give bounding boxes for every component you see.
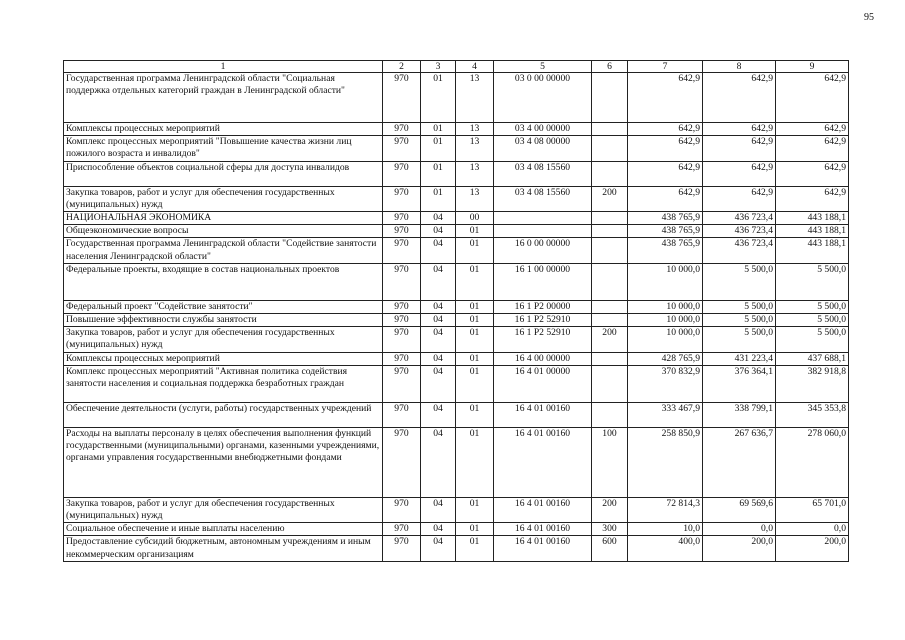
admin-code-cell: 970 bbox=[383, 212, 421, 225]
row-name-cell: Закупка товаров, работ и услуг для обеспечения государственных (муниципальных) нужд bbox=[64, 327, 383, 352]
amount-year-1-cell: 438 765,9 bbox=[628, 225, 703, 238]
amount-year-2-cell: 436 723,4 bbox=[703, 212, 776, 225]
admin-code-cell: 970 bbox=[383, 523, 421, 536]
section-code-cell: 04 bbox=[421, 314, 456, 327]
expense-type-cell bbox=[592, 161, 628, 186]
admin-code-cell: 970 bbox=[383, 238, 421, 263]
row-name-cell: Обеспечение деятельности (услуги, работы) государственных учреждений bbox=[64, 402, 383, 427]
subsection-code-cell: 01 bbox=[456, 263, 494, 300]
subsection-code-cell: 01 bbox=[456, 365, 494, 402]
admin-code-cell: 970 bbox=[383, 123, 421, 136]
admin-code-cell: 970 bbox=[383, 314, 421, 327]
amount-year-2-cell: 338 799,1 bbox=[703, 402, 776, 427]
table-row bbox=[64, 136, 849, 161]
amount-year-3-cell: 642,9 bbox=[776, 123, 849, 136]
amount-year-3-cell: 443 188,1 bbox=[776, 212, 849, 225]
expense-type-cell bbox=[592, 300, 628, 313]
admin-code-cell: 970 bbox=[383, 161, 421, 186]
amount-year-3-cell: 5 500,0 bbox=[776, 300, 849, 313]
subsection-code-cell: 01 bbox=[456, 352, 494, 365]
amount-year-2-cell: 642,9 bbox=[703, 123, 776, 136]
amount-year-2-cell: 5 500,0 bbox=[703, 263, 776, 300]
row-name-cell: Государственная программа Ленинградской области "Социальная поддержка отдельных категорий граждан в Ленинградской области" bbox=[64, 73, 383, 123]
column-header: 2 bbox=[383, 61, 421, 73]
admin-code-cell: 970 bbox=[383, 225, 421, 238]
row-name-cell: Государственная программа Ленинградской области "Содействие занятости населения Ленинградской области" bbox=[64, 238, 383, 263]
amount-year-1-cell: 333 467,9 bbox=[628, 402, 703, 427]
section-code-cell: 04 bbox=[421, 523, 456, 536]
target-article-cell: 16 4 01 00160 bbox=[494, 497, 592, 522]
row-name-cell: Закупка товаров, работ и услуг для обеспечения государственных (муниципальных) нужд bbox=[64, 497, 383, 522]
section-code-cell: 01 bbox=[421, 136, 456, 161]
amount-year-1-cell: 428 765,9 bbox=[628, 352, 703, 365]
subsection-code-cell: 00 bbox=[456, 212, 494, 225]
amount-year-3-cell: 382 918,8 bbox=[776, 365, 849, 402]
row-name-cell: Комплекс процессных мероприятий "Повышение качества жизни лиц пожилого возраста и инвалидов" bbox=[64, 136, 383, 161]
table-row bbox=[64, 352, 849, 365]
admin-code-cell: 970 bbox=[383, 263, 421, 300]
target-article-cell: 16 4 01 00160 bbox=[494, 536, 592, 561]
target-article-cell: 16 0 00 00000 bbox=[494, 238, 592, 263]
row-name-cell: Федеральный проект "Содействие занятости" bbox=[64, 300, 383, 313]
subsection-code-cell: 01 bbox=[456, 314, 494, 327]
row-name-cell: Социальное обеспечение и иные выплаты населению bbox=[64, 523, 383, 536]
section-code-cell: 01 bbox=[421, 123, 456, 136]
subsection-code-cell: 13 bbox=[456, 123, 494, 136]
target-article-cell: 16 1 P2 52910 bbox=[494, 327, 592, 352]
amount-year-2-cell: 69 569,6 bbox=[703, 497, 776, 522]
amount-year-3-cell: 278 060,0 bbox=[776, 427, 849, 497]
table-row bbox=[64, 314, 849, 327]
amount-year-1-cell: 10 000,0 bbox=[628, 300, 703, 313]
amount-year-2-cell: 376 364,1 bbox=[703, 365, 776, 402]
expense-type-cell bbox=[592, 352, 628, 365]
amount-year-2-cell: 5 500,0 bbox=[703, 314, 776, 327]
amount-year-2-cell: 5 500,0 bbox=[703, 327, 776, 352]
amount-year-3-cell: 642,9 bbox=[776, 136, 849, 161]
header-row bbox=[64, 61, 849, 73]
table-row bbox=[64, 212, 849, 225]
expense-type-cell bbox=[592, 238, 628, 263]
row-name-cell: НАЦИОНАЛЬНАЯ ЭКОНОМИКА bbox=[64, 212, 383, 225]
amount-year-3-cell: 642,9 bbox=[776, 186, 849, 211]
amount-year-1-cell: 10 000,0 bbox=[628, 327, 703, 352]
table-row bbox=[64, 402, 849, 427]
expense-type-cell bbox=[592, 314, 628, 327]
admin-code-cell: 970 bbox=[383, 427, 421, 497]
amount-year-3-cell: 5 500,0 bbox=[776, 314, 849, 327]
column-header: 3 bbox=[421, 61, 456, 73]
row-name-cell: Общеэкономические вопросы bbox=[64, 225, 383, 238]
amount-year-1-cell: 258 850,9 bbox=[628, 427, 703, 497]
target-article-cell: 03 4 00 00000 bbox=[494, 123, 592, 136]
subsection-code-cell: 01 bbox=[456, 402, 494, 427]
amount-year-1-cell: 400,0 bbox=[628, 536, 703, 561]
subsection-code-cell: 13 bbox=[456, 186, 494, 211]
subsection-code-cell: 01 bbox=[456, 536, 494, 561]
column-header: 6 bbox=[592, 61, 628, 73]
target-article-cell: 16 1 00 00000 bbox=[494, 263, 592, 300]
section-code-cell: 04 bbox=[421, 327, 456, 352]
amount-year-1-cell: 438 765,9 bbox=[628, 238, 703, 263]
section-code-cell: 04 bbox=[421, 536, 456, 561]
admin-code-cell: 970 bbox=[383, 136, 421, 161]
target-article-cell: 16 4 01 00000 bbox=[494, 365, 592, 402]
amount-year-1-cell: 370 832,9 bbox=[628, 365, 703, 402]
amount-year-1-cell: 642,9 bbox=[628, 186, 703, 211]
amount-year-1-cell: 642,9 bbox=[628, 136, 703, 161]
section-code-cell: 01 bbox=[421, 73, 456, 123]
table-row bbox=[64, 536, 849, 561]
expense-type-cell: 200 bbox=[592, 186, 628, 211]
section-code-cell: 04 bbox=[421, 402, 456, 427]
section-code-cell: 04 bbox=[421, 263, 456, 300]
amount-year-1-cell: 438 765,9 bbox=[628, 212, 703, 225]
subsection-code-cell: 13 bbox=[456, 136, 494, 161]
amount-year-3-cell: 200,0 bbox=[776, 536, 849, 561]
amount-year-3-cell: 345 353,8 bbox=[776, 402, 849, 427]
expense-type-cell bbox=[592, 263, 628, 300]
target-article-cell: 16 4 01 00160 bbox=[494, 402, 592, 427]
amount-year-2-cell: 200,0 bbox=[703, 536, 776, 561]
target-article-cell bbox=[494, 212, 592, 225]
amount-year-1-cell: 642,9 bbox=[628, 73, 703, 123]
amount-year-2-cell: 267 636,7 bbox=[703, 427, 776, 497]
amount-year-1-cell: 10 000,0 bbox=[628, 314, 703, 327]
expense-type-cell bbox=[592, 212, 628, 225]
expense-type-cell bbox=[592, 402, 628, 427]
row-name-cell: Расходы на выплаты персоналу в целях обеспечения выполнения функций государственными (муниципальными) органами, казенными учреждениями, органами управления государственными внебюджетными фондами bbox=[64, 427, 383, 497]
amount-year-2-cell: 642,9 bbox=[703, 161, 776, 186]
row-name-cell: Комплекс процессных мероприятий "Активная политика содействия занятости населения и социальная поддержка безработных граждан bbox=[64, 365, 383, 402]
admin-code-cell: 970 bbox=[383, 352, 421, 365]
column-header: 7 bbox=[628, 61, 703, 73]
admin-code-cell: 970 bbox=[383, 186, 421, 211]
subsection-code-cell: 01 bbox=[456, 238, 494, 263]
amount-year-1-cell: 72 814,3 bbox=[628, 497, 703, 522]
budget-table bbox=[63, 60, 849, 562]
table-row bbox=[64, 427, 849, 497]
amount-year-1-cell: 642,9 bbox=[628, 161, 703, 186]
section-code-cell: 04 bbox=[421, 427, 456, 497]
expense-type-cell: 300 bbox=[592, 523, 628, 536]
table-row bbox=[64, 73, 849, 123]
admin-code-cell: 970 bbox=[383, 402, 421, 427]
row-name-cell: Закупка товаров, работ и услуг для обеспечения государственных (муниципальных) нужд bbox=[64, 186, 383, 211]
row-name-cell: Предоставление субсидий бюджетным, автономным учреждениям и иным некоммерческим организациям bbox=[64, 536, 383, 561]
amount-year-2-cell: 436 723,4 bbox=[703, 225, 776, 238]
target-article-cell: 03 4 08 15560 bbox=[494, 161, 592, 186]
amount-year-3-cell: 5 500,0 bbox=[776, 327, 849, 352]
section-code-cell: 04 bbox=[421, 238, 456, 263]
table-row bbox=[64, 523, 849, 536]
table-row bbox=[64, 161, 849, 186]
target-article-cell: 16 4 01 00160 bbox=[494, 523, 592, 536]
amount-year-3-cell: 437 688,1 bbox=[776, 352, 849, 365]
section-code-cell: 01 bbox=[421, 186, 456, 211]
section-code-cell: 04 bbox=[421, 497, 456, 522]
section-code-cell: 04 bbox=[421, 365, 456, 402]
subsection-code-cell: 13 bbox=[456, 73, 494, 123]
subsection-code-cell: 01 bbox=[456, 427, 494, 497]
table-row bbox=[64, 327, 849, 352]
subsection-code-cell: 01 bbox=[456, 300, 494, 313]
table-row bbox=[64, 263, 849, 300]
section-code-cell: 04 bbox=[421, 225, 456, 238]
table-row bbox=[64, 238, 849, 263]
row-name-cell: Приспособление объектов социальной сферы для доступа инвалидов bbox=[64, 161, 383, 186]
column-header: 5 bbox=[494, 61, 592, 73]
amount-year-1-cell: 642,9 bbox=[628, 123, 703, 136]
admin-code-cell: 970 bbox=[383, 536, 421, 561]
row-name-cell: Комплексы процессных мероприятий bbox=[64, 352, 383, 365]
admin-code-cell: 970 bbox=[383, 497, 421, 522]
page-number: 95 bbox=[864, 12, 874, 23]
amount-year-2-cell: 0,0 bbox=[703, 523, 776, 536]
section-code-cell: 04 bbox=[421, 212, 456, 225]
amount-year-3-cell: 443 188,1 bbox=[776, 225, 849, 238]
amount-year-3-cell: 5 500,0 bbox=[776, 263, 849, 300]
amount-year-1-cell: 10,0 bbox=[628, 523, 703, 536]
admin-code-cell: 970 bbox=[383, 300, 421, 313]
section-code-cell: 04 bbox=[421, 352, 456, 365]
subsection-code-cell: 13 bbox=[456, 161, 494, 186]
target-article-cell: 16 4 00 00000 bbox=[494, 352, 592, 365]
expense-type-cell bbox=[592, 365, 628, 402]
table-row bbox=[64, 225, 849, 238]
section-code-cell: 04 bbox=[421, 300, 456, 313]
admin-code-cell: 970 bbox=[383, 365, 421, 402]
amount-year-3-cell: 65 701,0 bbox=[776, 497, 849, 522]
amount-year-3-cell: 642,9 bbox=[776, 73, 849, 123]
amount-year-2-cell: 436 723,4 bbox=[703, 238, 776, 263]
target-article-cell: 16 1 P2 00000 bbox=[494, 300, 592, 313]
target-article-cell: 16 1 P2 52910 bbox=[494, 314, 592, 327]
subsection-code-cell: 01 bbox=[456, 225, 494, 238]
section-code-cell: 01 bbox=[421, 161, 456, 186]
admin-code-cell: 970 bbox=[383, 327, 421, 352]
expense-type-cell bbox=[592, 225, 628, 238]
amount-year-3-cell: 642,9 bbox=[776, 161, 849, 186]
target-article-cell: 03 4 08 00000 bbox=[494, 136, 592, 161]
expense-type-cell: 200 bbox=[592, 497, 628, 522]
subsection-code-cell: 01 bbox=[456, 327, 494, 352]
table-row bbox=[64, 300, 849, 313]
subsection-code-cell: 01 bbox=[456, 523, 494, 536]
amount-year-3-cell: 0,0 bbox=[776, 523, 849, 536]
column-header: 4 bbox=[456, 61, 494, 73]
row-name-cell: Федеральные проекты, входящие в состав национальных проектов bbox=[64, 263, 383, 300]
expense-type-cell bbox=[592, 73, 628, 123]
expense-type-cell: 600 bbox=[592, 536, 628, 561]
amount-year-2-cell: 431 223,4 bbox=[703, 352, 776, 365]
amount-year-2-cell: 642,9 bbox=[703, 136, 776, 161]
amount-year-2-cell: 5 500,0 bbox=[703, 300, 776, 313]
admin-code-cell: 970 bbox=[383, 73, 421, 123]
table-row bbox=[64, 365, 849, 402]
amount-year-2-cell: 642,9 bbox=[703, 186, 776, 211]
amount-year-1-cell: 10 000,0 bbox=[628, 263, 703, 300]
table-row bbox=[64, 497, 849, 522]
target-article-cell: 03 4 08 15560 bbox=[494, 186, 592, 211]
target-article-cell: 16 4 01 00160 bbox=[494, 427, 592, 497]
expense-type-cell bbox=[592, 136, 628, 161]
row-name-cell: Комплексы процессных мероприятий bbox=[64, 123, 383, 136]
expense-type-cell: 200 bbox=[592, 327, 628, 352]
amount-year-2-cell: 642,9 bbox=[703, 73, 776, 123]
amount-year-3-cell: 443 188,1 bbox=[776, 238, 849, 263]
subsection-code-cell: 01 bbox=[456, 497, 494, 522]
column-header: 9 bbox=[776, 61, 849, 73]
target-article-cell: 03 0 00 00000 bbox=[494, 73, 592, 123]
table-row bbox=[64, 123, 849, 136]
target-article-cell bbox=[494, 225, 592, 238]
expense-type-cell: 100 bbox=[592, 427, 628, 497]
table-row bbox=[64, 186, 849, 211]
column-header: 1 bbox=[64, 61, 383, 73]
expense-type-cell bbox=[592, 123, 628, 136]
row-name-cell: Повышение эффективности службы занятости bbox=[64, 314, 383, 327]
column-header: 8 bbox=[703, 61, 776, 73]
